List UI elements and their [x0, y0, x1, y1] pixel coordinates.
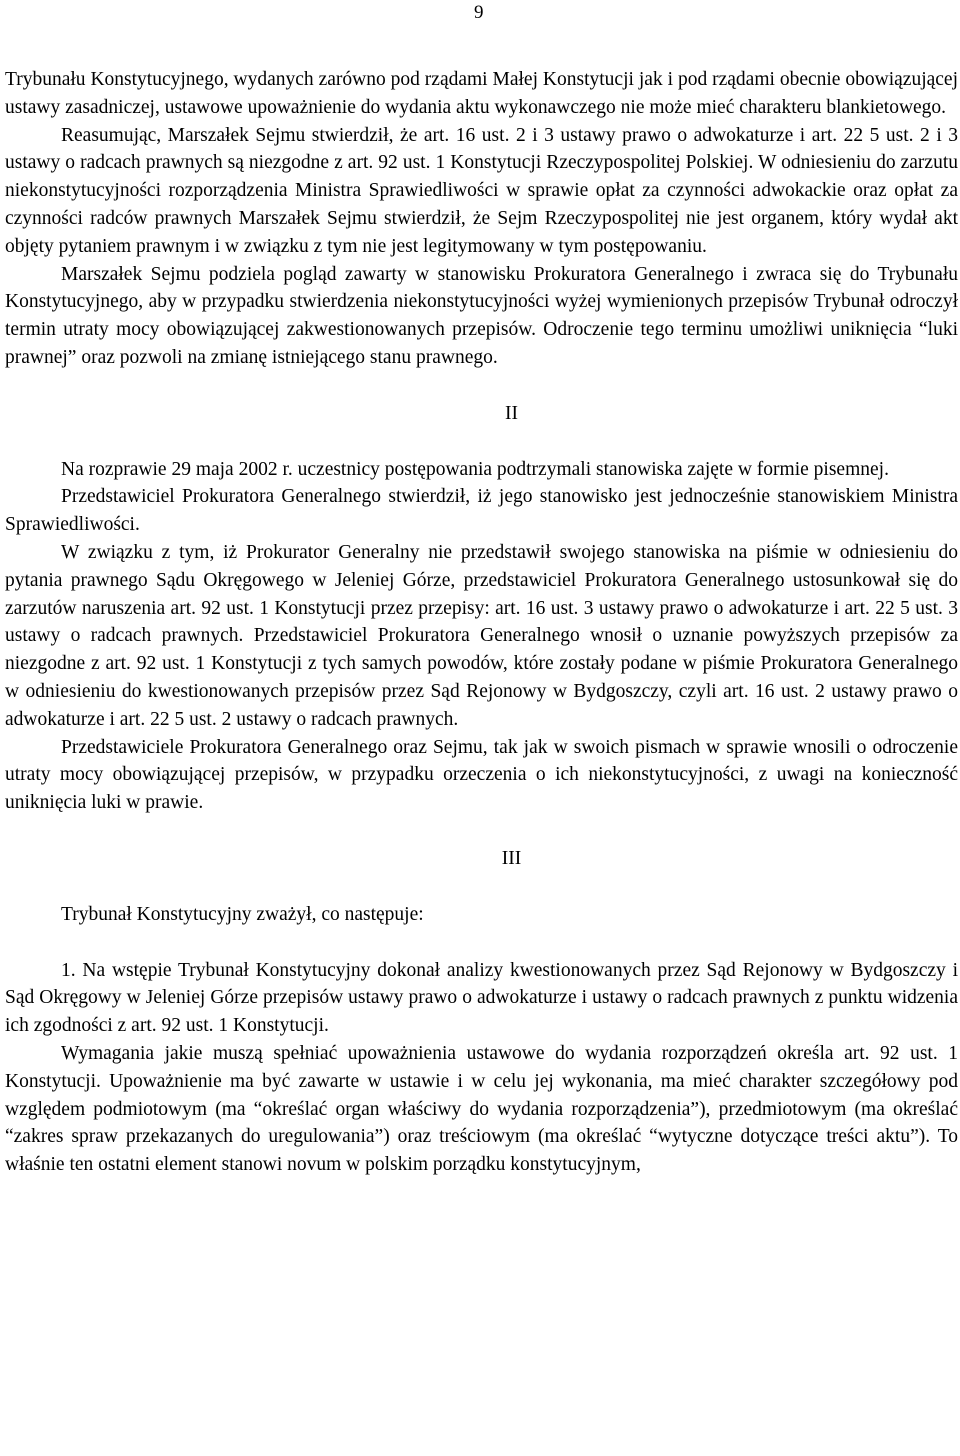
paragraph: Marszałek Sejmu podziela pogląd zawarty w stanowisku Prokuratora Generalnego i zwraca się do Trybunału Konstytucyjnego, aby w przypadku stwierdzenia niekonstytucyjności wyżej wymienionych przepisów Trybunał odroczył termin utraty mocy obowiązującej zakwestionowanych przepisów. Odroczenie tego terminu umożliwi uniknięcia “luki prawnej” oraz pozwoli na zmianę istniejącego stanu prawnego.: [5, 263, 958, 368]
paragraph: Wymagania jakie muszą spełniać upoważnienia ustawowe do wydania rozporządzeń określa art. 92 ust. 1 Konstytucji. Upoważnienie ma być zawarte w ustawie i w celu jej wykonania, ma mieć charakter szczegółowy pod względem podmiotowym (ma “określać organ właściwy do wydania rozporządzenia”), przedmiotowym (ma określać “zakres spraw przekazanych do uregulowania”) oraz treściowym (ma określać “wytyczne dotyczące treści aktu”). To właśnie ten ostatni element stanowi novum w polskim porządku konstytucyjnym,: [5, 1042, 958, 1176]
document-body: [5, 66, 958, 1179]
paragraph: 1. Na wstępie Trybunał Konstytucyjny dokonał analizy kwestionowanych przez Sąd Rejonowy w Bydgoszczy i Sąd Okręgowy w Jeleniej Górze przepisów ustawy prawo o adwokaturze i ustawy o radcach prawnych z punktu widzenia ich zgodności z art. 92 ust. 1 Konstytucji.: [5, 959, 958, 1037]
paragraph: Przedstawiciele Prokuratora Generalnego oraz Sejmu, tak jak w swoich pismach w sprawie wnosili o odroczenie utraty mocy obowiązującej przepisów, w przypadku orzeczenia o ich niekonstytucyjności, z uwagi na konieczność uniknięcia luki w prawie.: [5, 736, 958, 814]
paragraph: Reasumując, Marszałek Sejmu stwierdził, że art. 16 ust. 2 i 3 ustawy prawo o adwokaturze i art. 22 5 ust. 2 i 3 ustawy o radcach prawnych są niezgodne z art. 92 ust. 1 Konstytucji Rzeczypospolitej Polskiej. W odniesieniu do zarzutu niekonstytucyjności rozporządzenia Ministra Sprawiedliwości w sprawie opłat za czynności adwokackie oraz opłat za czynności radców prawnych Marszałek Sejmu stwierdził, że Sejm Rzeczypospolitej nie jest organem, który wydał akt objęty pytaniem prawnym i w związku z tym nie jest legitymowany w tym postępowaniu.: [5, 124, 958, 257]
page-number: 9: [474, 2, 484, 23]
paragraph: Na rozprawie 29 maja 2002 r. uczestnicy postępowania podtrzymali stanowiska zajęte w formie pisemnej.: [61, 458, 889, 480]
section-heading-ii: II: [505, 402, 518, 424]
section-heading-iii: III: [501, 847, 522, 869]
paragraph: Trybunału Konstytucyjnego, wydanych zarówno pod rządami Małej Konstytucji jak i pod rządami obecnie obowiązującej ustawy zasadniczej, ustawowe upoważnienie do wydania aktu wykonawczego nie może mieć charakteru blankietowego.: [5, 69, 958, 118]
paragraph: W związku z tym, iż Prokurator Generalny nie przedstawił swojego stanowiska na piśmie w odniesieniu do pytania prawnego Sądu Okręgowego w Jeleniej Górze, przedstawiciel Prokuratora Generalnego ustosunkował się do zarzutów naruszenia art. 92 ust. 1 Konstytucji przez przepisy: art. 16 ust. 3 ustawy prawo o adwokaturze i art. 22 5 ust. 3 ustawy o radcach prawnych. Przedstawiciel Prokuratora Generalnego wnosił o uznanie powyższych przepisów za niezgodne z art. 92 ust. 1 Konstytucji z tych samych powodów, które zostały podane w piśmie Prokuratora Generalnego w odniesieniu do kwestionowanych przepisów przez Sąd Rejonowy w Bydgoszczy, czyli art. 16 ust. 2 ustawy prawo o adwokaturze i art. 22 5 ust. 2 ustawy o radcach prawnych.: [5, 541, 958, 730]
paragraph: Przedstawiciel Prokuratora Generalnego stwierdził, iż jego stanowisko jest jednocześnie stanowiskiem Ministra Sprawiedliwości.: [5, 486, 958, 536]
tribunal-intro: Trybunał Konstytucyjny zważył, co następuje:: [61, 903, 424, 925]
